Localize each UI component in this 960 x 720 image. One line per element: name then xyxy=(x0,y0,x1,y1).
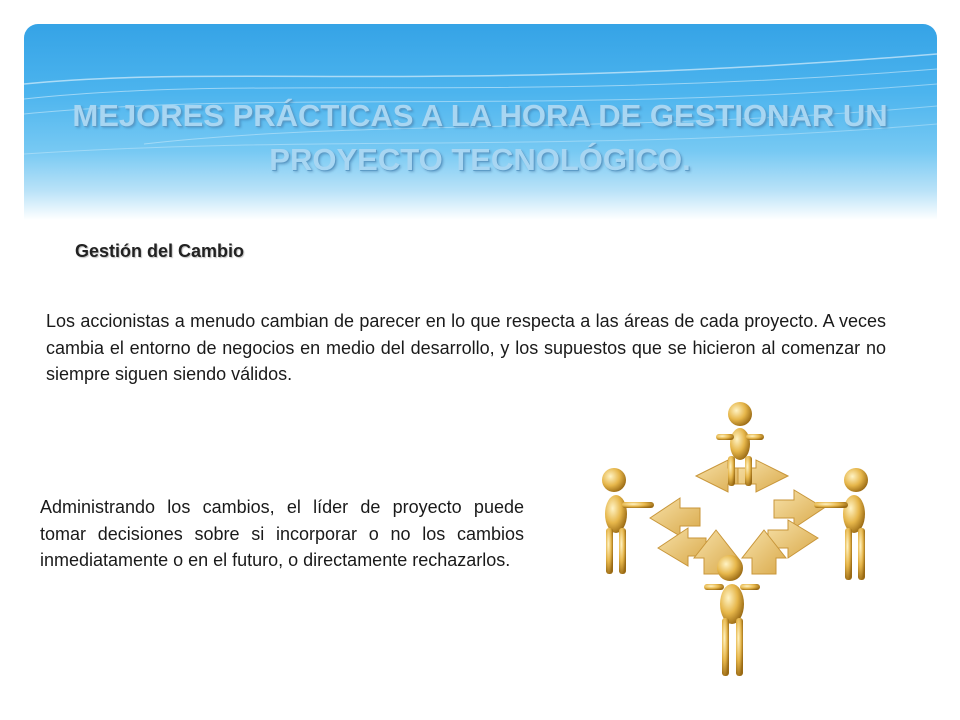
section-subtitle: Gestión del Cambio xyxy=(75,241,245,261)
four-figures-arrows-icon xyxy=(588,398,888,686)
figure-left xyxy=(602,468,654,574)
intro-paragraph: Los accionistas a menudo cambian de parecer en lo que respecta a las áreas de cada proyecto. A veces cambia el entorno de negocios en medio del desarrollo, y los supuestos que se hicieron al comenzar no siempre siguen siendo válidos. xyxy=(46,311,886,384)
change-management-paragraph: Administrando los cambios, el líder de proyecto puede tomar decisiones sobre si incorporar o no los cambios inmediatamente o en el futuro, o directamente rechazarlos. xyxy=(40,497,524,570)
slide-title: MEJORES PRÁCTICAS A LA HORA DE GESTIONAR UN PROYECTO TECNOLÓGICO. xyxy=(72,98,888,177)
figure-right xyxy=(814,468,868,580)
arrow-shapes xyxy=(650,460,824,574)
